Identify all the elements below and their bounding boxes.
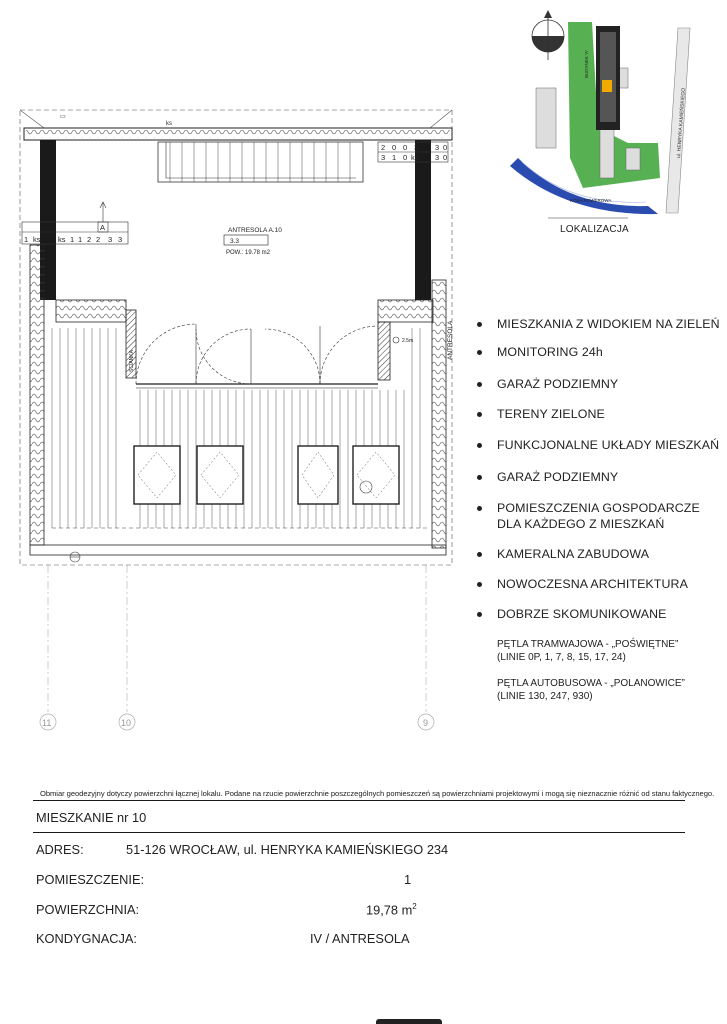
svg-text:ks: ks [58,235,66,244]
svg-text:ks: ks [33,235,41,244]
footer-mark [376,1019,442,1024]
apartment-marker [602,80,612,92]
street-bottom-label: KOSA ROWEROWA [570,198,612,203]
svg-text:0: 0 [443,143,448,152]
side-note-right: ANTRESOLA [447,320,454,360]
area-value: 19,78 $m^2$ [366,902,417,918]
area-label: POWIERZCHNIA: [36,902,140,917]
svg-text:0: 0 [403,143,408,152]
rooms-value: 1 [404,872,412,887]
svg-text:9: 9 [423,718,429,728]
rooms-label: POMIESZCZENIE: [36,872,145,887]
building-a [596,26,620,130]
svg-text:POW.: 19.78 m2: POW.: 19.78 m2 [226,250,271,256]
street-right-label: ul. HENRYKA KAMIEŃSKIEGO [676,87,687,159]
svg-text:1: 1 [24,235,29,244]
staircase [158,142,363,182]
side-note-left: ŚCIANKA [129,350,135,372]
address-label: ADRES: [36,842,84,857]
svg-text:▭: ▭ [60,114,66,120]
svg-text:10: 10 [121,718,132,728]
svg-text:11: 11 [42,718,52,728]
floor-label: KONDYGNACJA: [36,931,137,946]
floor-plan [0,0,470,760]
axis-markers [40,714,434,730]
left-number-grid [22,202,128,244]
floor-value: IV / ANTRESOLA [310,931,410,946]
building-tag: BUDYNEK 'A' [584,50,589,78]
tram-info: PĘTLA TRAMWAJOWA - „POŚWIĘTNE” (LINIE 0P, 1, 7, 8, 15, 17, 24) [497,639,679,663]
svg-text:3: 3 [108,235,113,244]
svg-text:0: 0 [443,153,448,162]
location-label: LOKALIZACJA [560,224,629,235]
top-ks-label: ks [166,121,172,127]
disclaimer: Obmiar geodezyjny dotyczy powierzchni łącznej lokalu. Podane na rzucie powierzchnie poszczególnych pomieszczeń są powierzchniami projektowymi i mogą się nieznacznie różnić od stanu faktycznego. [40,789,715,798]
svg-text:1: 1 [392,153,397,162]
svg-text:3: 3 [435,143,440,152]
svg-text:2: 2 [96,235,101,244]
svg-text:2: 2 [381,143,386,152]
apartment-info [0,806,727,956]
svg-text:0: 0 [403,153,408,162]
svg-text:3: 3 [414,143,419,152]
location-map [508,8,722,220]
svg-text:3: 3 [435,153,440,162]
stair-number-grid [378,142,448,162]
apartment-title: MIESZKANIE nr 10 [36,810,147,825]
address-value: 51-126 WROCŁAW, ul. HENRYKA KAMIEŃSKIEGO 234 [126,842,449,857]
svg-text:3.3: 3.3 [230,238,240,245]
svg-text:2: 2 [87,235,92,244]
divider [33,800,685,801]
svg-text:3: 3 [118,235,123,244]
svg-text:3: 3 [381,153,386,162]
height-mark: 2.5m [402,338,414,344]
bus-info: PĘTLA AUTOBUSOWA - „POLANOWICE” (LINIE 130, 247, 930) [497,678,685,702]
wall-right-solid [415,140,431,300]
compass-icon [532,10,564,60]
svg-text:0: 0 [392,143,397,152]
marker-a: A [100,223,106,232]
svg-text:ANTRESOLA A.10: ANTRESOLA A.10 [228,227,282,234]
room-label [224,227,282,256]
svg-text:1: 1 [78,235,83,244]
svg-text:ks: ks [411,153,419,162]
roof-windows [134,446,399,504]
svg-text:1: 1 [70,235,75,244]
